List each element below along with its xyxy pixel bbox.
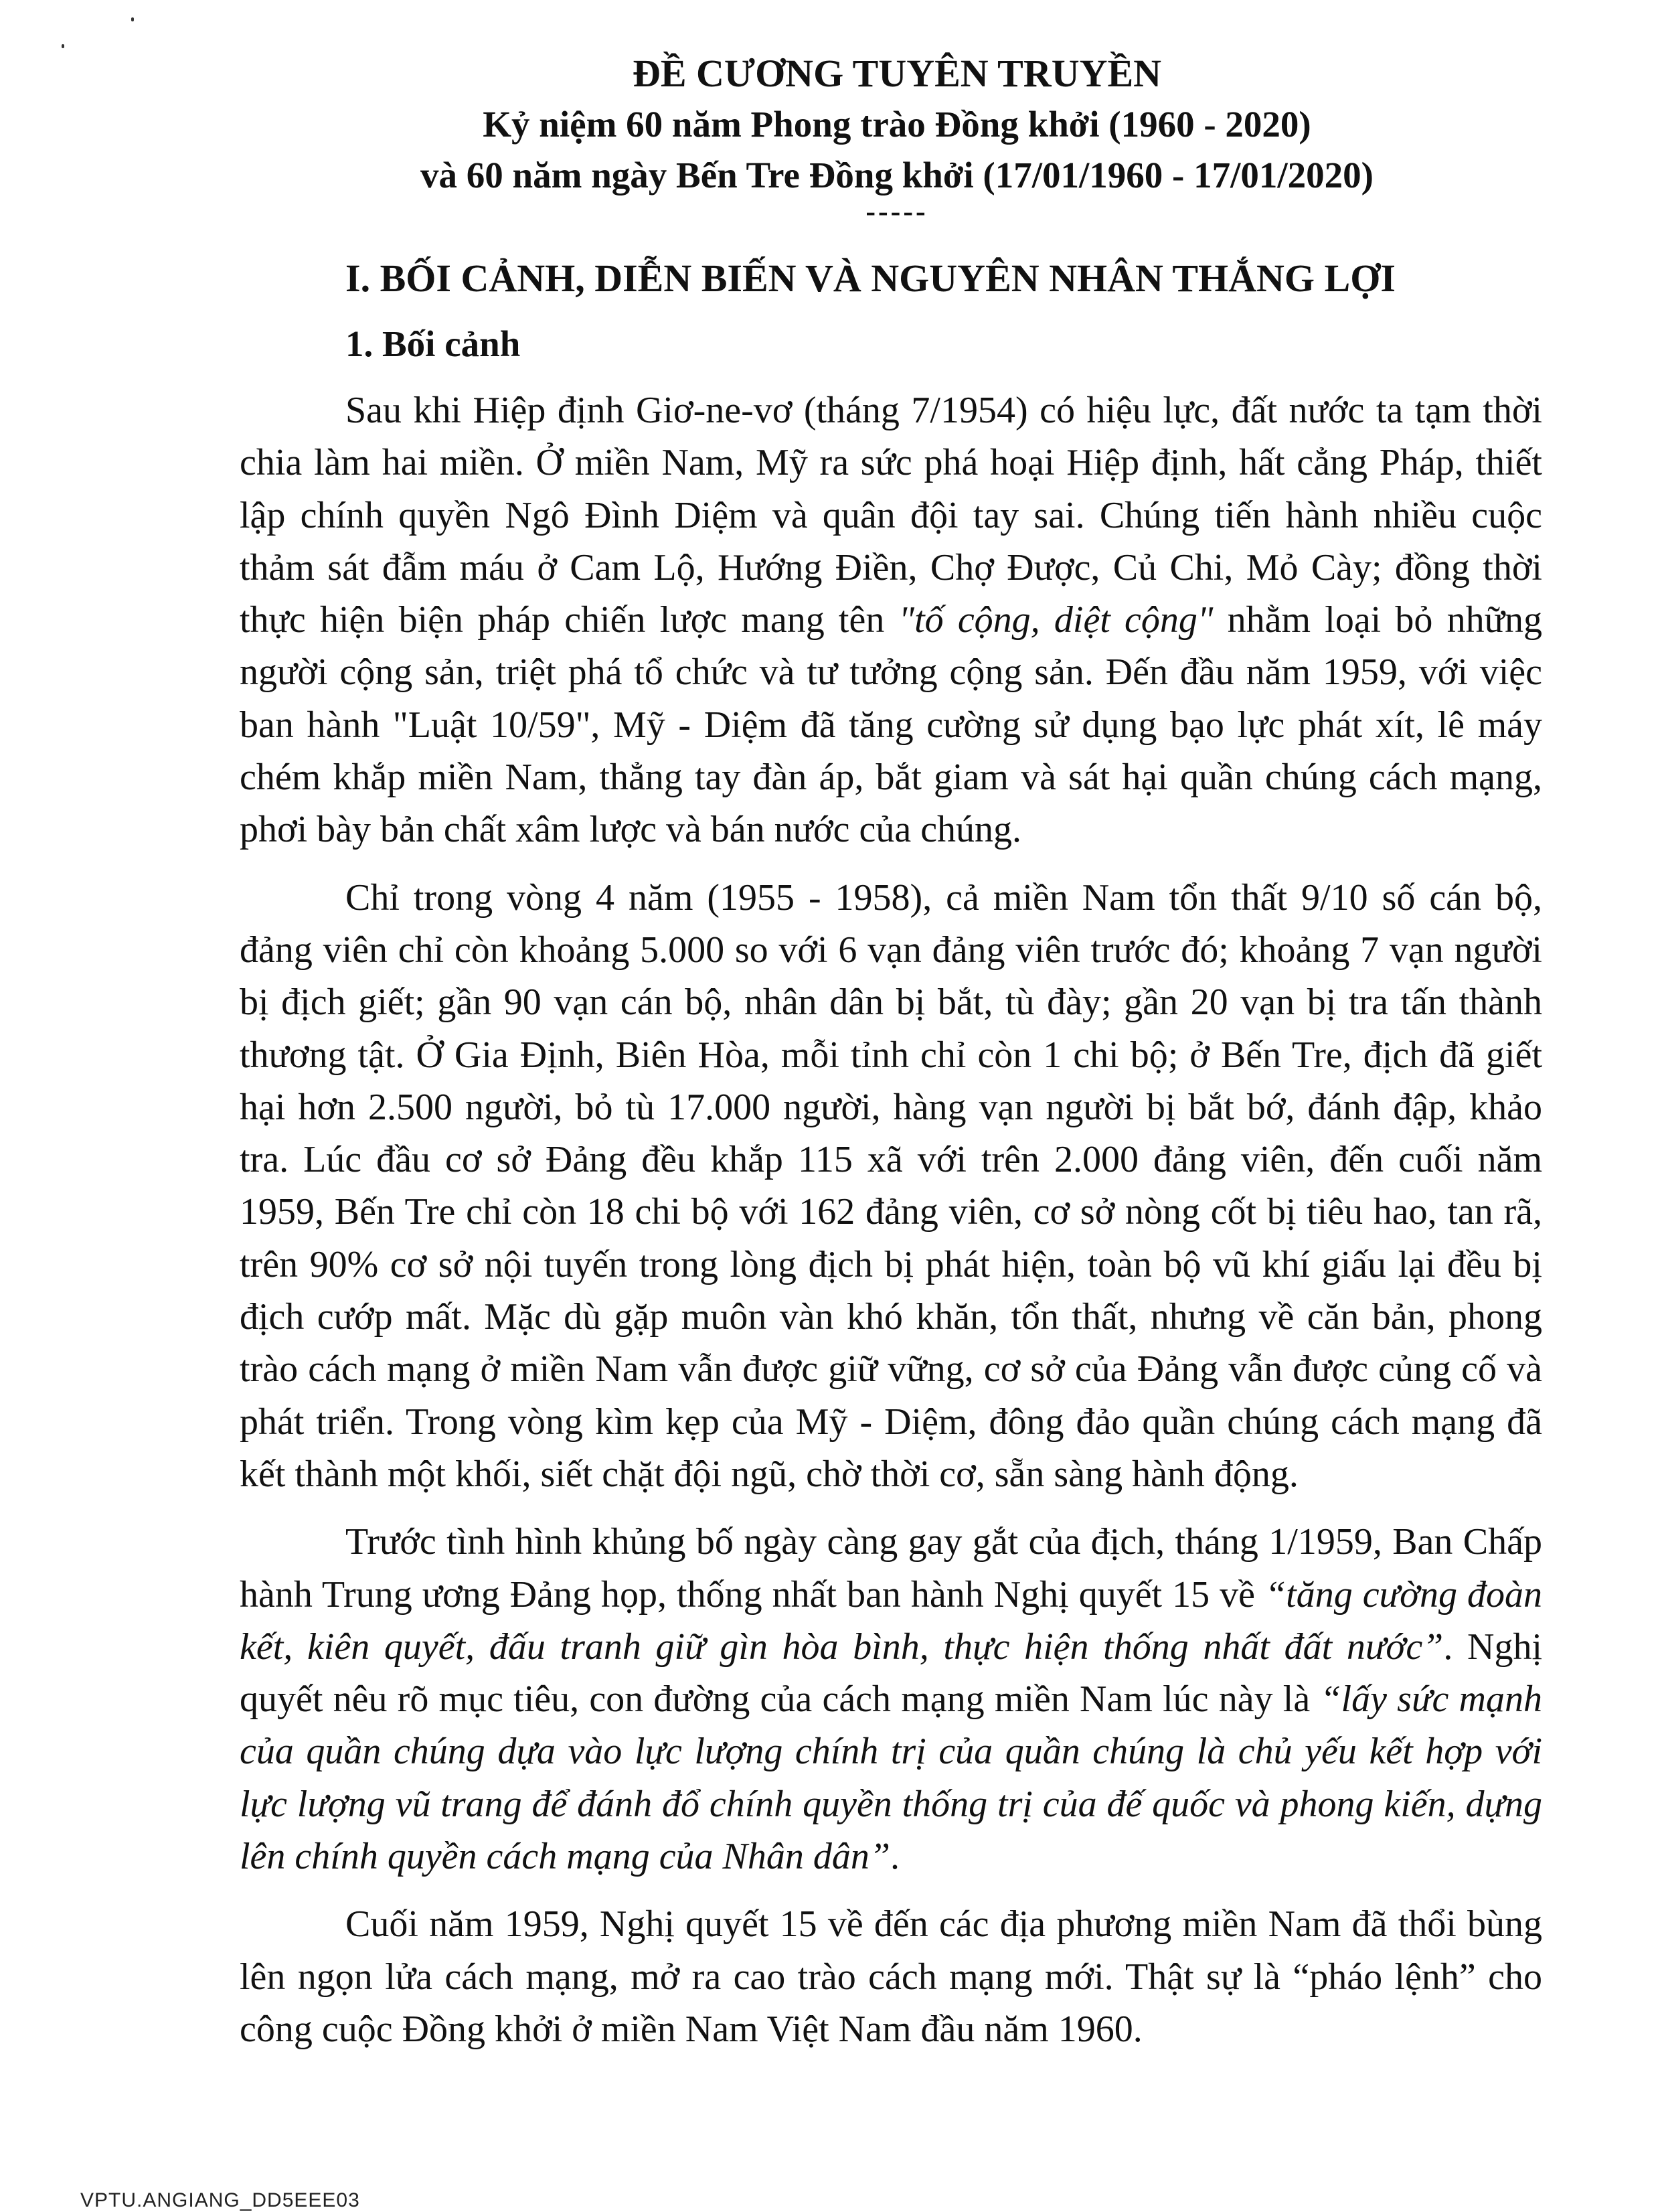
paragraph-3-text-a: Trước tình hình khủng bố ngày càng gay gắt của địch, tháng 1/1959, Ban Chấp hành Trung ương Đảng họp, thống nhất ban hành Nghị quyết 15 về [240, 1521, 1542, 1615]
document-header [268, 48, 1526, 201]
document-subtitle-line-1: Kỷ niệm 60 năm Phong trào Đồng khởi (1960 - 2020) [483, 104, 1311, 145]
paragraph-3 [240, 1516, 1542, 1883]
scan-speck [62, 44, 64, 48]
paragraph-2: Chỉ trong vòng 4 năm (1955 - 1958), cả miền Nam tổn thất 9/10 số cán bộ, đảng viên chỉ còn khoảng 5.000 so với 6 vạn đảng viên trước đó; khoảng 7 vạn người bị địch giết; gần 90 vạn cán bộ, nhân dân bị bắt, tù đày; gần 20 vạn bị tra tấn thành thương tật. Ở Gia Định, Biên Hòa, mỗi tỉnh chỉ còn 1 chi bộ; ở Bến Tre, địch đã giết hại hơn 2.500 người, bỏ tù 17.000 người, hàng vạn người bị bắt bớ, đánh đập, khảo tra. Lúc đầu cơ sở Đảng đều khắp 115 xã với trên 2.000 đảng viên, đến cuối năm 1959, Bến Tre chỉ còn 18 chi bộ với 162 đảng viên, cơ sở nòng cốt bị tiêu hao, tan rã, trên 90% cơ sở nội tuyến trong lòng địch bị phát hiện, toàn bộ vũ khí giấu lại đều bị địch cướp mất. Mặc dù gặp muôn vàn khó khăn, tổn thất, nhưng về căn bản, phong trào cách mạng ở miền Nam vẫn được giữ vững, cơ sở của Đảng vẫn được củng cố và phát triển. Trong vòng kìm kẹp của Mỹ - Diệm, đông đảo quần chúng cách mạng đã kết thành một khối, siết chặt đội ngũ, chờ thời cơ, sẵn sàng hành động. [240, 876, 1542, 1495]
paragraph-1-italic: "tố cộng, diệt cộng" [898, 599, 1214, 641]
paragraph-1 [240, 384, 1542, 856]
paragraph-4: Cuối năm 1959, Nghị quyết 15 về đến các địa phương miền Nam đã thổi bùng lên ngọn lửa cách mạng, mở ra cao trào cách mạng mới. Thật sự là “pháo lệnh” cho công cuộc Đồng khởi ở miền Nam Việt Nam đầu năm 1960. [240, 1903, 1542, 2050]
section-heading: I. BỐI CẢNH, DIỄN BIẾN VÀ NGUYÊN NHÂN THẮNG LỢI [345, 256, 1396, 300]
document-subtitle-line-2: và 60 năm ngày Bến Tre Đồng khởi (17/01/1960 - 17/01/2020) [420, 155, 1374, 195]
paragraph-3-italic-1: “tăng cường đoàn kết, kiên quyết, đấu tranh giữ gìn hòa bình, thực hiện thống nhất đất nước” [240, 1573, 1542, 1668]
paragraph-3-italic-2: “lấy sức mạnh của quần chúng dựa vào lực lượng chính trị của quần chúng là chủ yếu kết hợp với lực lượng vũ trang để đánh đổ chính quyền thống trị của đế quốc và phong kiến, dựng lên chính quyền cách mạng của Nhân dân” [240, 1678, 1542, 1878]
paragraph-3-text-b: . Nghị quyết nêu rõ mục tiêu, con đường của cách mạng miền Nam lúc này là [240, 1626, 1543, 1721]
paragraph-1-text-a: Sau khi Hiệp định Giơ-ne-vơ (tháng 7/1954) có hiệu lực, đất nước ta tạm thời chia làm hai miền. Ở miền Nam, Mỹ ra sức phá hoại Hiệp định, hất cẳng Pháp, thiết lập chính quyền Ngô Đình Diệm và quân đội tay sai. Chúng tiến hành nhiều cuộc thảm sát đẫm máu ở Cam Lộ, Hướng Điền, Chợ Được, Củ Chi, Mỏ Cày; đồng thời thực hiện biện pháp chiến lược mang tên [240, 390, 1542, 641]
subsection-heading: 1. Bối cảnh [345, 323, 521, 364]
document-body [240, 384, 1542, 2071]
paragraph-3-text-c: . [890, 1836, 900, 1878]
document-title: ĐỀ CƯƠNG TUYÊN TRUYỀN [632, 52, 1162, 95]
paragraph-1-text-b: nhằm loại bỏ những người cộng sản, triệt phá tổ chức và tư tưởng cộng sản. Đến đầu năm 1959, với việc ban hành "Luật 10/59", Mỹ - Diệm đã tăng cường sử dụng bạo lực phát xít, lê máy chém khắp miền Nam, thẳng tay đàn áp, bắt giam và sát hại quần chúng cách mạng, phơi bày bản chất xâm lược và bán nước của chúng. [240, 599, 1542, 851]
scan-speck [131, 17, 134, 21]
document-code-footer: VPTU.ANGIANG_DD5EEE03 [80, 2189, 360, 2211]
header-separator: ----- [865, 195, 928, 228]
